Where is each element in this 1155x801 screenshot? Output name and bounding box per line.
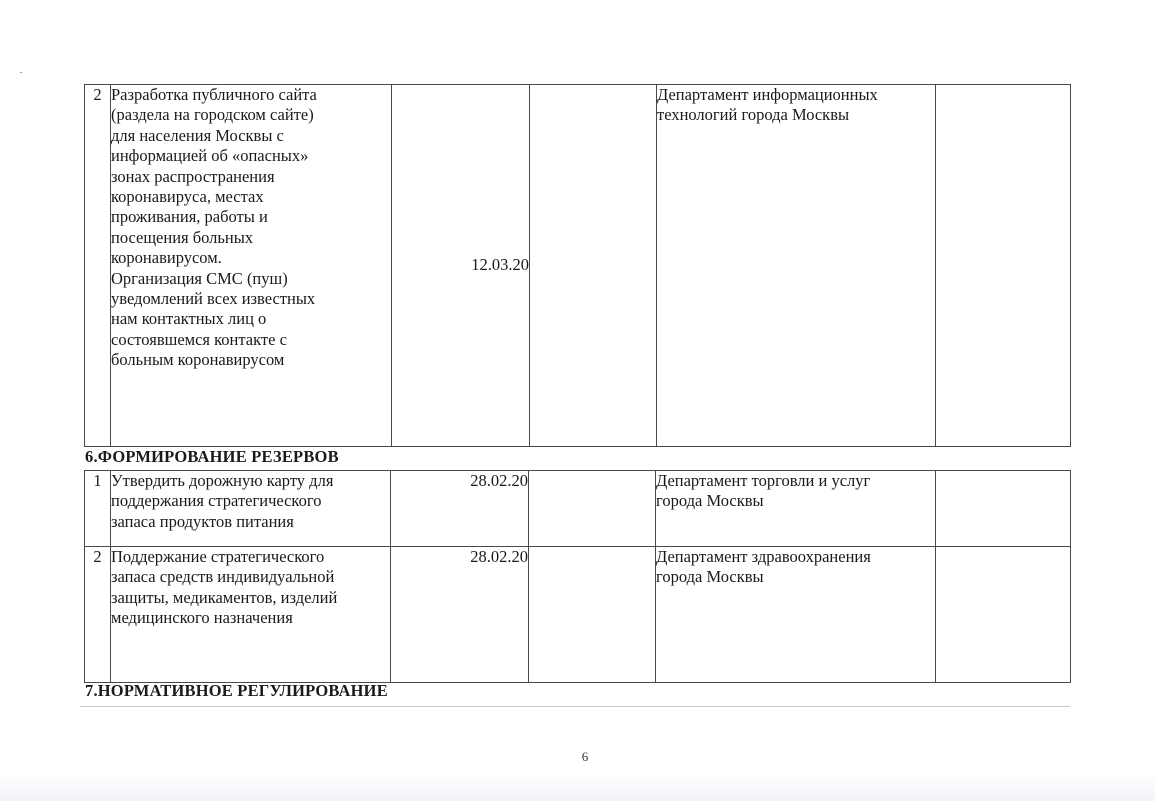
task-cell: Разработка публичного сайта (раздела на городском сайте) для населения Москвы с информацией об «опасных» зонах распространения коронавируса, местах проживания, работы и посещения больных коронавирусом. Организация СМС (пуш) уведомлений всех известных нам контактных лиц о состоявшемся контакте с больным коронавирусом — [111, 85, 392, 447]
row-number: 2 — [85, 547, 111, 683]
section-heading-6: 6.ФОРМИРОВАНИЕ РЕЗЕРВОВ — [85, 447, 339, 466]
empty-cell — [936, 85, 1071, 447]
empty-cell — [936, 471, 1071, 547]
responsible-cell: Департамент торговли и услуг города Москвы — [656, 471, 936, 547]
responsible-cell: Департамент информационных технологий города Москвы — [657, 85, 936, 447]
page-number: 6 — [581, 749, 589, 764]
empty-cell — [529, 471, 656, 547]
task-cell: Поддержание стратегического запаса средств индивидуальной защиты, медикаментов, изделий медицинского назначения — [111, 547, 391, 683]
section-heading-7: 7.НОРМАТИВНОЕ РЕГУЛИРОВАНИЕ — [85, 681, 388, 700]
footer-divider — [80, 706, 1070, 707]
empty-cell — [936, 547, 1071, 683]
row-number: 1 — [85, 471, 111, 547]
date-cell: 12.03.20 — [392, 85, 530, 447]
table-row — [85, 471, 1071, 547]
table-row — [85, 547, 1071, 683]
date-cell: 28.02.20 — [391, 547, 529, 683]
responsible-cell: Департамент здравоохранения города Москвы — [656, 547, 936, 683]
measures-table-reserves — [84, 470, 1071, 683]
scan-edge — [0, 772, 1155, 801]
row-number: 2 — [85, 85, 111, 447]
empty-cell — [530, 85, 657, 447]
measures-table-top — [84, 84, 1071, 447]
date-cell: 28.02.20 — [391, 471, 529, 547]
table-row — [85, 85, 1071, 447]
task-cell: Утвердить дорожную карту для поддержания стратегического запаса продуктов питания — [111, 471, 391, 547]
scan-speck — [20, 72, 22, 73]
empty-cell — [529, 547, 656, 683]
